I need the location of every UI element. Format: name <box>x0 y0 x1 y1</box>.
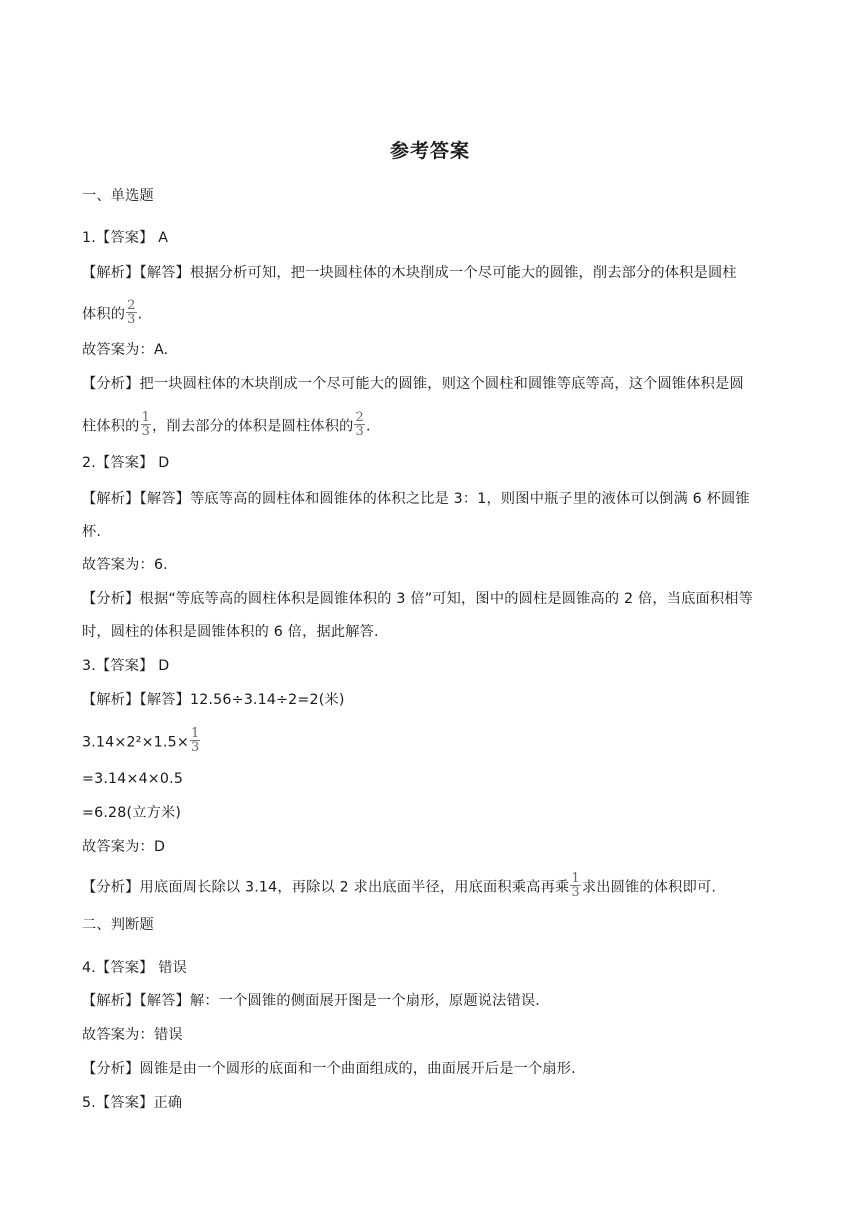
fraction-denominator: 3 <box>190 740 200 755</box>
fraction-numerator: 1 <box>141 410 151 425</box>
q3-final-answer: 故答案为：D <box>82 839 166 855</box>
q2-answer: 2.【答案】 D <box>82 455 170 471</box>
fraction-two-thirds <box>126 299 136 326</box>
q5-answer: 5.【答案】正确 <box>82 1095 183 1111</box>
q2-analysis-line2: 杯. <box>82 524 102 540</box>
section-heading-single-choice: 一、单选题 <box>82 188 154 204</box>
q3-reasoning <box>82 871 717 901</box>
q4-answer: 4.【答案】 错误 <box>82 960 187 976</box>
q3-reasoning-text-b: 求出圆锥的体积即可. <box>581 879 717 896</box>
fraction-one-third <box>570 872 580 899</box>
q1-reasoning-end: . <box>365 418 371 435</box>
q1-reasoning-text-b: ，削去部分的体积是圆柱体积的 <box>152 418 354 435</box>
q3-answer: 3.【答案】 D <box>82 658 170 674</box>
q4-analysis: 【解析】【解答】解：一个圆锥的侧面展开图是一个扇形，原题说法错误. <box>82 993 541 1009</box>
q2-final-answer: 故答案为：6. <box>82 557 168 573</box>
q3-reasoning-text-a: 【分析】用底面周长除以 3.14，再除以 2 求出底面半径，用底面积乘高再乘 <box>82 879 570 896</box>
q4-reasoning: 【分析】圆锥是由一个圆形的底面和一个曲面组成的，曲面展开后是一个扇形. <box>82 1061 576 1077</box>
q1-analysis-line1: 【解析】【解答】根据分析可知，把一块圆柱体的木块削成一个尽可能大的圆锥，削去部分的体积是圆柱 <box>82 265 737 281</box>
fraction-two-thirds <box>354 411 364 438</box>
fraction-one-third <box>141 411 151 438</box>
q3-calc-step1 <box>82 726 201 756</box>
q4-final-answer: 故答案为：错误 <box>82 1027 183 1043</box>
q1-analysis-end: . <box>137 306 143 323</box>
q1-reasoning-line1: 【分析】把一块圆柱体的木块削成一个尽可能大的圆锥，则这个圆柱和圆锥等底等高，这个圆锥体积是圆 <box>82 376 744 392</box>
q2-reasoning-line2: 时，圆柱的体积是圆锥体积的 6 倍，据此解答. <box>82 624 379 640</box>
q1-analysis-text: 体积的 <box>82 306 126 323</box>
q3-calc-step3: =6.28(立方米) <box>82 805 182 821</box>
q1-reasoning-text-a: 柱体积的 <box>82 418 140 435</box>
q1-reasoning-line2 <box>82 410 371 440</box>
fraction-numerator: 2 <box>127 298 136 313</box>
fraction-denominator: 3 <box>127 312 136 327</box>
fraction-numerator: 1 <box>571 871 580 886</box>
q3-calc-expression: 3.14×2²×1.5× <box>82 734 189 751</box>
fraction-numerator: 2 <box>355 410 364 425</box>
fraction-denominator: 3 <box>141 424 151 439</box>
fraction-denominator: 3 <box>355 424 364 439</box>
q1-answer: 1.【答案】 A <box>82 230 169 246</box>
q1-analysis-line2 <box>82 298 143 328</box>
q2-analysis-line1: 【解析】【解答】等底等高的圆柱体和圆锥体的体积之比是 3：1，则图中瓶子里的液体可以倒满 6 杯圆锥 <box>82 491 750 507</box>
fraction-one-third <box>190 727 200 754</box>
page-title: 参考答案 <box>389 140 470 162</box>
section-heading-true-false: 二、判断题 <box>82 917 154 933</box>
q1-final-answer: 故答案为：A. <box>82 342 169 358</box>
q3-analysis: 【解析】【解答】12.56÷3.14÷2=2(米) <box>82 692 345 708</box>
q2-reasoning-line1: 【分析】根据“等底等高的圆柱体积是圆锥体积的 3 倍”可知，图中的圆柱是圆锥高的 2 倍，当底面积相等 <box>82 591 754 607</box>
q3-calc-step2: =3.14×4×0.5 <box>82 771 184 787</box>
fraction-denominator: 3 <box>571 885 580 900</box>
fraction-numerator: 1 <box>190 726 200 741</box>
